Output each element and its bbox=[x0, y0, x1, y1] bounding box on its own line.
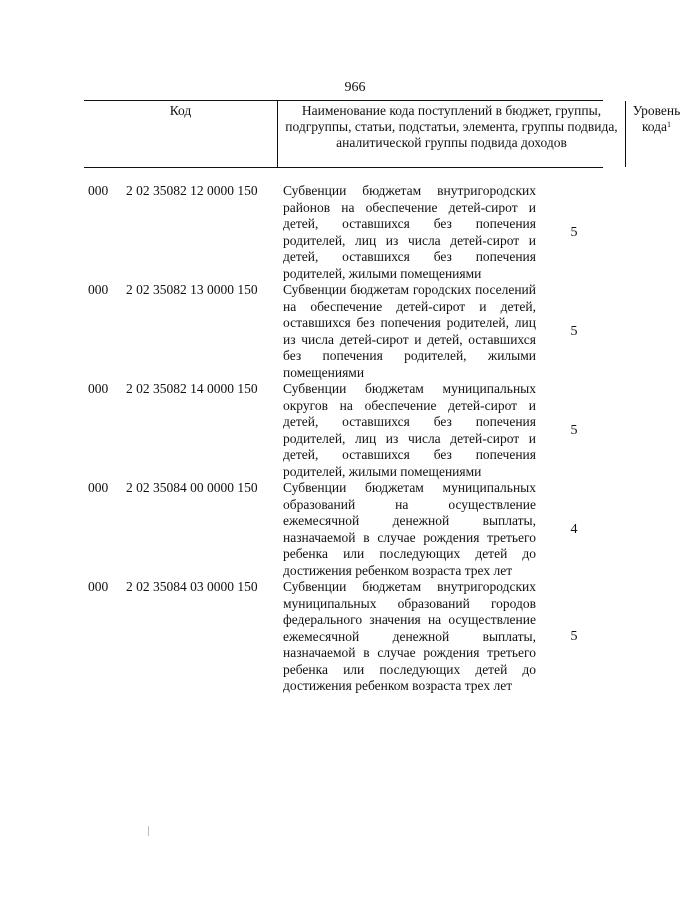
row-prefix: 000 bbox=[88, 480, 109, 495]
table-row bbox=[84, 381, 603, 480]
row-prefix: 000 bbox=[88, 381, 109, 396]
row-level: 5 bbox=[570, 323, 578, 339]
header-code: Код bbox=[169, 103, 192, 118]
header-level-footnote: 1 bbox=[667, 120, 672, 129]
row-level: 5 bbox=[570, 628, 578, 644]
row-code: 2 02 35084 00 0000 150 bbox=[126, 480, 258, 495]
row-code: 2 02 35084 03 0000 150 bbox=[126, 579, 258, 594]
row-level: 5 bbox=[570, 422, 578, 438]
row-name: Субвенции бюджетам внутригородских районов на обеспечение детей-сирот и детей, оставшихся без попечения родителей, лиц из числа детей-сирот и детей, оставшихся без попечения родителей, жилыми помещениями bbox=[283, 183, 536, 281]
row-level: 4 bbox=[570, 521, 578, 537]
table-row bbox=[84, 579, 603, 695]
scan-artifact bbox=[148, 826, 149, 836]
row-name: Субвенции бюджетам городских поселений на обеспечение детей-сирот и детей, оставшихся без попечения родителей, лиц из числа детей-сирот и детей, оставшихся без попечения родителей, жилыми помещениями bbox=[283, 282, 536, 380]
table-row bbox=[84, 480, 603, 579]
row-level: 5 bbox=[570, 224, 578, 240]
row-code: 2 02 35082 12 0000 150 bbox=[126, 183, 258, 198]
header-name: Наименование кода поступлений в бюджет, группы, подгруппы, статьи, подстатьи, элемента, группы подвида, аналитической группы подвида доходов bbox=[277, 101, 626, 167]
row-prefix: 000 bbox=[88, 183, 109, 198]
header-level-label: Уровень код bbox=[632, 103, 681, 134]
row-name: Субвенции бюджетам муниципальных округов на обеспечение детей-сирот и детей, оставшихся без попечения родителей, лиц из числа детей-сирот и детей, оставшихся без попечения родителей, жилыми помещениями bbox=[283, 381, 536, 479]
row-code: 2 02 35082 14 0000 150 bbox=[126, 381, 258, 396]
table-row bbox=[84, 282, 603, 381]
page-number: 966 bbox=[344, 80, 366, 95]
row-code: 2 02 35082 13 0000 150 bbox=[126, 282, 258, 297]
row-prefix: 000 bbox=[88, 282, 109, 297]
row-name: Субвенции бюджетам внутригородских муниципальных образований городов федерального значения на осуществление ежемесячной денежной выплаты, назначаемой в случае рождения третьего ребенка или последующих детей до достижения ребенком возраста трех лет bbox=[283, 579, 536, 693]
header-level bbox=[626, 101, 687, 167]
header-level-tail: а bbox=[661, 119, 668, 134]
row-prefix: 000 bbox=[88, 579, 109, 594]
table-row bbox=[84, 183, 603, 282]
row-name: Субвенции бюджетам муниципальных образований на осуществление ежемесячной денежной выплаты, назначаемой в случае рождения третьего ребенка или последующих детей до достижения ребенком возраста трех лет bbox=[283, 480, 536, 578]
table-header bbox=[84, 100, 681, 168]
table-body bbox=[84, 183, 603, 695]
